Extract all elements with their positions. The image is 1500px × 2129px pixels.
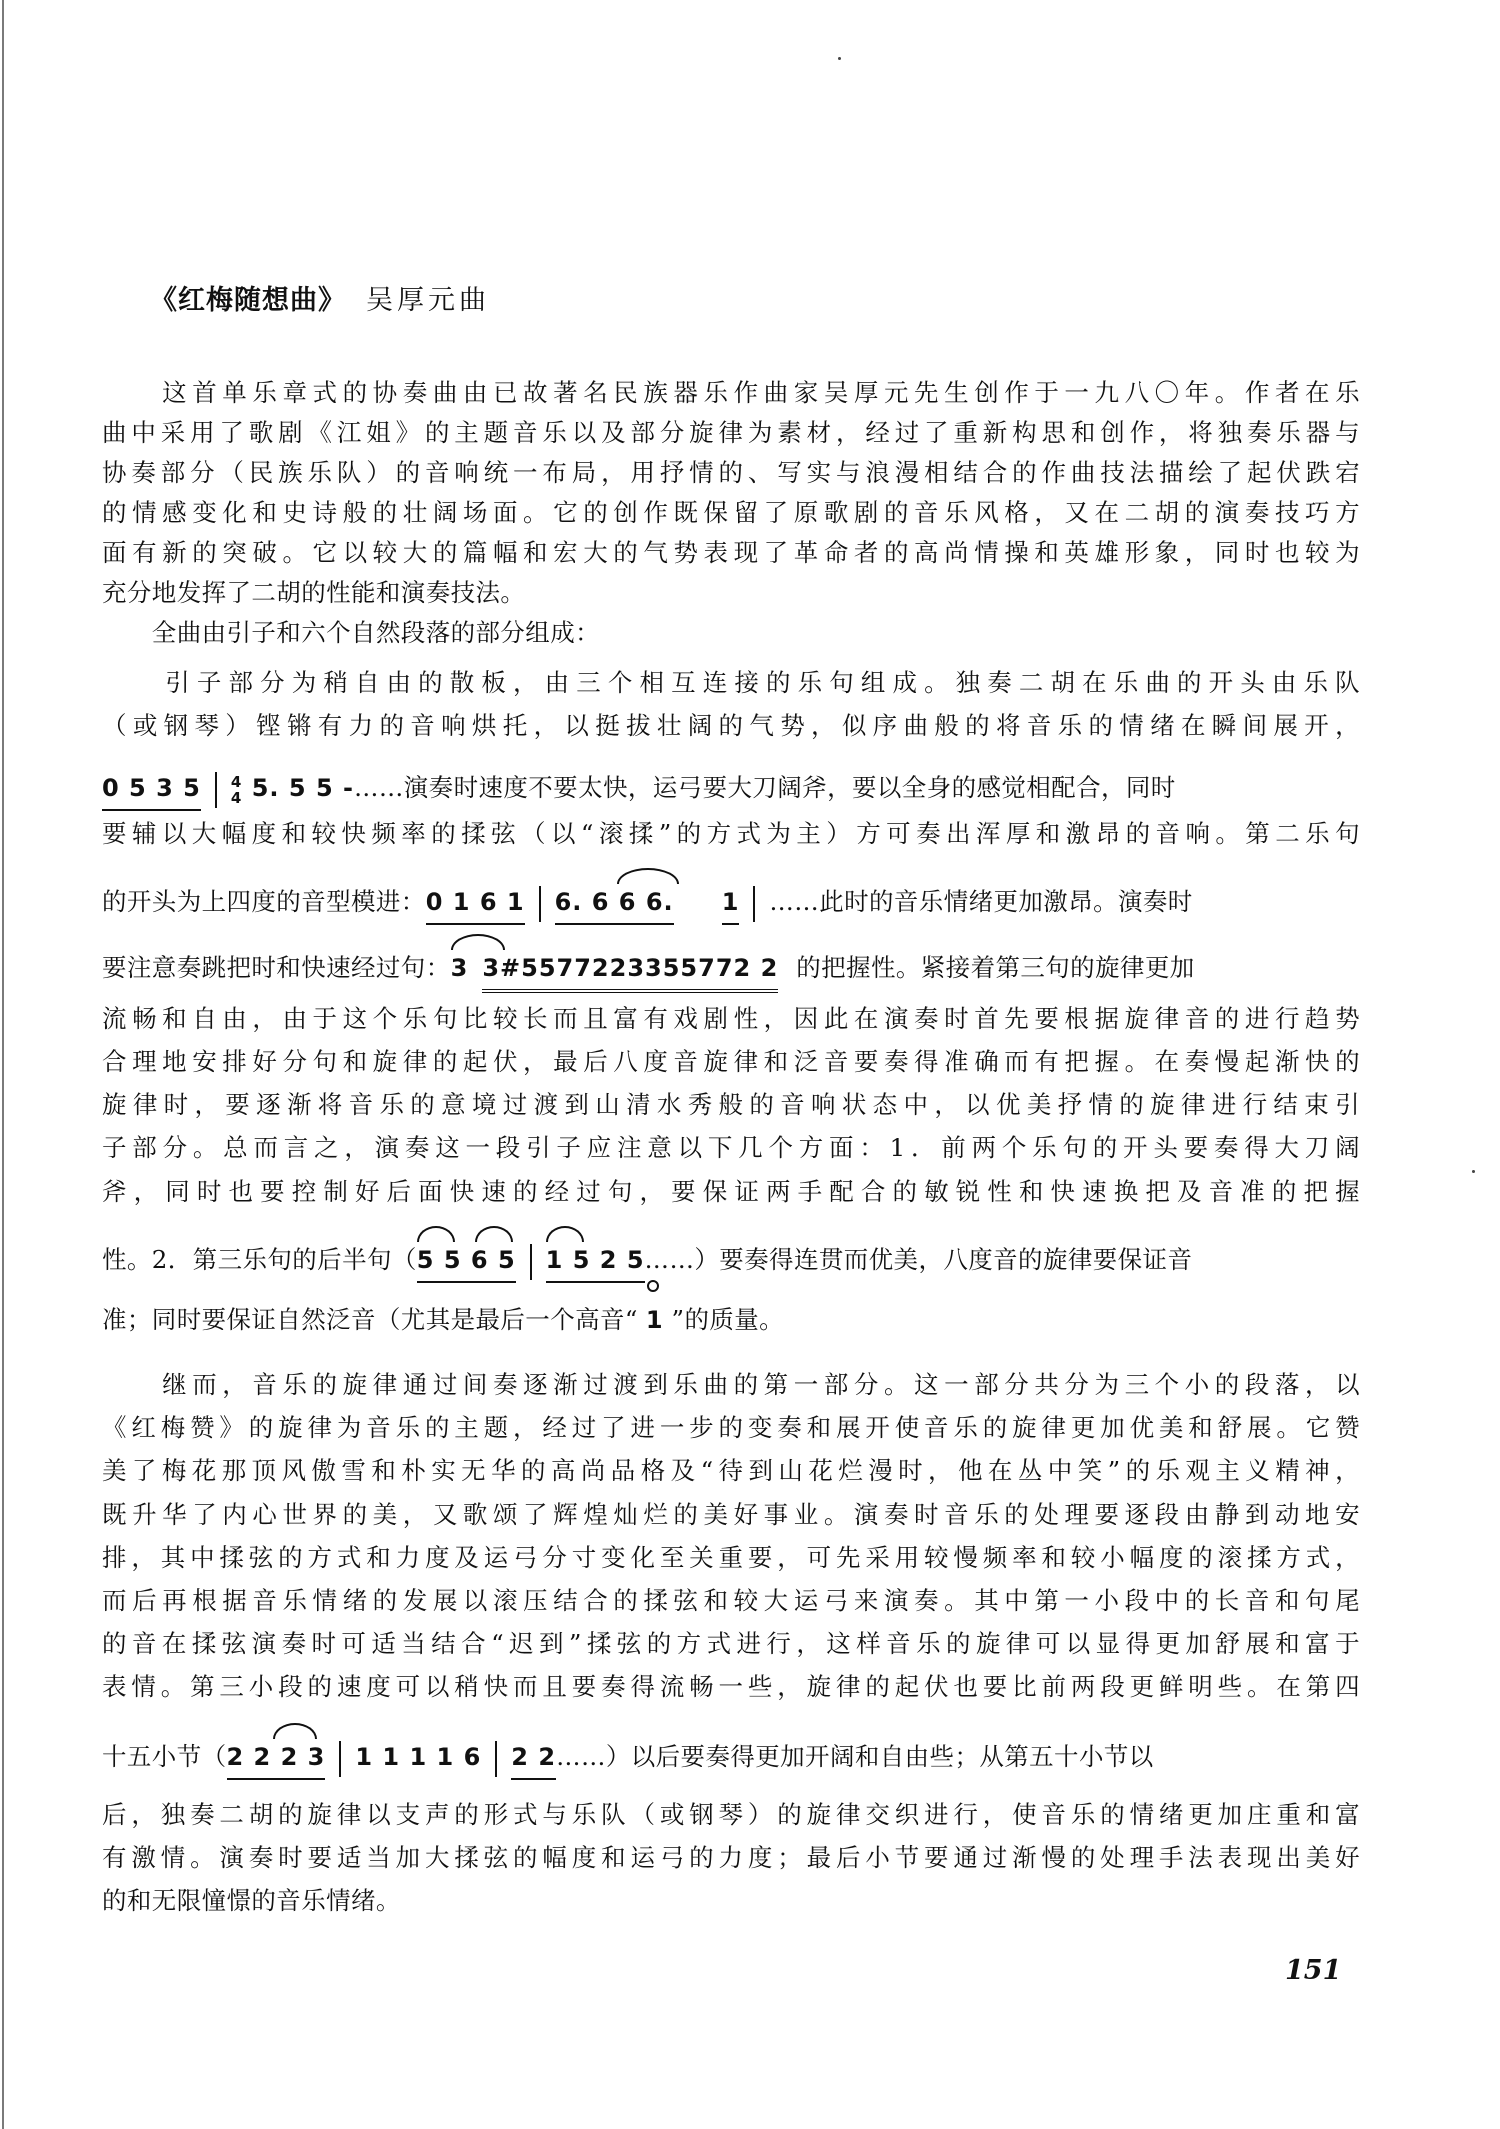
text-line: 继而，音乐的旋律通过间奏逐渐过渡到乐曲的第一部分。这一部分共分为三个小的段落，以 bbox=[102, 1370, 1360, 1399]
text-line: 的情感变化和史诗般的壮阔场面。它的创作既保留了原歌剧的音乐风格，又在二胡的演奏技巧方 bbox=[102, 498, 1360, 527]
text-run: 的开头为上四度的音型模进： bbox=[102, 887, 426, 916]
jianpu-notation: 1 5 2 5 bbox=[546, 1240, 645, 1283]
scan-edge-line bbox=[2, 0, 4, 2129]
text-line: （或钢琴）铿锵有力的音响烘托，以挺拔壮阔的气势，似序曲般的将音乐的情绪在瞬间展开， bbox=[102, 711, 1360, 740]
time-signature bbox=[231, 774, 242, 806]
text-line: 斧，同时也要控制好后面快速的经过句，要保证两手配合的敏锐性和快速换把及音准的把握 bbox=[102, 1177, 1360, 1206]
work-title: 《红梅随想曲》 bbox=[150, 285, 346, 316]
text-line-with-notation bbox=[102, 768, 1360, 811]
text-line-with-notation bbox=[102, 882, 1360, 925]
scan-speck bbox=[838, 57, 841, 60]
text-line: 引子部分为稍自由的散板，由三个相互连接的乐句组成。独奏二胡在乐曲的开头由乐队 bbox=[102, 668, 1360, 697]
composer-credit: 吴厚元曲 bbox=[366, 285, 490, 316]
page-title bbox=[150, 278, 490, 317]
slur-mark bbox=[475, 1226, 513, 1242]
text-line: 的和无限憧憬的音乐情绪。 bbox=[102, 1886, 401, 1915]
text-line: 《红梅赞》的旋律为音乐的主题，经过了进一步的变奏和展开使音乐的旋律更加优美和舒展。它赞 bbox=[102, 1413, 1360, 1442]
jianpu-notation: 1 1 1 1 6 bbox=[355, 1743, 482, 1771]
text-line: 全曲由引子和六个自然段落的部分组成： bbox=[102, 618, 600, 647]
barline bbox=[339, 1741, 341, 1777]
text-line: 有激情。演奏时要适当加大揉弦的幅度和运弓的力度；最后小节要通过渐慢的处理手法表现出美好 bbox=[102, 1843, 1360, 1872]
jianpu-notation: 3 bbox=[451, 948, 469, 988]
jianpu-notation: 3#5577223355772 2 bbox=[482, 948, 778, 993]
text-line: 排，其中揉弦的方式和力度及运弓分寸变化至关重要，可先采用较慢频率和较小幅度的滚揉方式， bbox=[102, 1543, 1360, 1572]
text-line: 要辅以大幅度和较快频率的揉弦（以“滚揉”的方式为主）方可奏出浑厚和激昂的音响。第二乐句 bbox=[102, 819, 1360, 848]
text-line: 而后再根据音乐情绪的发展以滚压结合的揉弦和较大运弓来演奏。其中第一小段中的长音和句尾 bbox=[102, 1586, 1360, 1615]
text-line: 曲中采用了歌剧《江姐》的主题音乐以及部分旋律为素材，经过了重新构思和创作，将独奏乐器与 bbox=[102, 418, 1360, 447]
jianpu-notation: 1 bbox=[722, 882, 740, 925]
slur-mark bbox=[546, 1226, 584, 1242]
time-signature-bottom: 4 bbox=[230, 788, 242, 807]
text-line: 的音在揉弦演奏时可适当结合“迟到”揉弦的方式进行，这样音乐的旋律可以显得更加舒展和富于 bbox=[102, 1629, 1360, 1658]
time-signature-top: 4 bbox=[230, 772, 242, 791]
text-run: ”的质量。 bbox=[671, 1305, 785, 1334]
text-line-with-notation bbox=[102, 1737, 1360, 1780]
slur-mark bbox=[273, 1723, 317, 1739]
jianpu-notation: 1 bbox=[638, 1300, 672, 1340]
slur-mark bbox=[617, 868, 679, 884]
text-run: ……演奏时速度不要太快，运弓要大刀阔斧，要以全身的感觉相配合，同时 bbox=[353, 773, 1176, 802]
barline bbox=[215, 772, 217, 808]
scan-speck bbox=[1472, 1170, 1475, 1173]
jianpu-notation: 6. 6 6 6. bbox=[555, 882, 674, 925]
text-line: 面有新的突破。它以较大的篇幅和宏大的气势表现了革命者的高尚情操和英雄形象，同时也较为 bbox=[102, 538, 1360, 567]
harmonic-mark bbox=[647, 1280, 659, 1292]
text-line-with-notation bbox=[102, 1300, 1360, 1340]
barline bbox=[753, 886, 755, 922]
text-line: 合理地安排好分句和旋律的起伏，最后八度音旋律和泛音要奏得准确而有把握。在奏慢起渐快的 bbox=[102, 1047, 1360, 1076]
text-line: 既升华了内心世界的美，又歌颂了辉煌灿烂的美好事业。演奏时音乐的处理要逐段由静到动地安 bbox=[102, 1500, 1360, 1529]
page-number: 151 bbox=[1285, 1955, 1342, 1986]
text-line: 充分地发挥了二胡的性能和演奏技法。 bbox=[102, 578, 526, 607]
text-run: ……此时的音乐情绪更加激昂。演奏时 bbox=[769, 887, 1193, 916]
text-line: 旋律时，要逐渐将音乐的意境过渡到山清水秀般的音响状态中，以优美抒情的旋律进行结束引 bbox=[102, 1090, 1360, 1119]
text-line: 流畅和自由，由于这个乐句比较长而且富有戏剧性，因此在演奏时首先要根据旋律音的进行趋势 bbox=[102, 1004, 1360, 1033]
text-run: 的把握性。紧接着第三句的旋律更加 bbox=[796, 953, 1195, 982]
jianpu-notation: 2 2 2 3 bbox=[227, 1737, 326, 1780]
text-run: ……）以后要奏得更加开阔和自由些；从第五十小节以 bbox=[556, 1742, 1154, 1771]
jianpu-notation: 2 2 bbox=[511, 1737, 556, 1780]
jianpu-notation: 0 5 3 5 bbox=[102, 768, 201, 811]
text-line-with-notation bbox=[102, 948, 1360, 993]
barline bbox=[539, 886, 541, 922]
text-run: ……）要奏得连贯而优美，八度音的旋律要保证音 bbox=[644, 1245, 1193, 1274]
jianpu-notation: 5. 5 5 - bbox=[251, 774, 354, 802]
text-line: 表情。第三小段的速度可以稍快而且要奏得流畅一些，旋律的起伏也要比前两段更鲜明些。在第四 bbox=[102, 1672, 1360, 1701]
jianpu-notation: 0 1 6 1 bbox=[426, 882, 525, 925]
text-run: 性。2．第三乐句的后半句（ bbox=[102, 1245, 417, 1274]
text-run: 要注意奏跳把时和快速经过句： bbox=[102, 953, 451, 982]
text-run: 准；同时要保证自然泛音（尤其是最后一个高音“ bbox=[102, 1305, 638, 1334]
text-run: 十五小节（ bbox=[102, 1742, 227, 1771]
jianpu-notation: 5 5 6 5 bbox=[417, 1240, 516, 1283]
text-line-with-notation bbox=[102, 1240, 1360, 1283]
text-line: 协奏部分（民族乐队）的音响统一布局，用抒情的、写实与浪漫相结合的作曲技法描绘了起伏跌宕 bbox=[102, 458, 1360, 487]
text-line: 后，独奏二胡的旋律以支声的形式与乐队（或钢琴）的旋律交织进行，使音乐的情绪更加庄重和富 bbox=[102, 1800, 1360, 1829]
barline bbox=[530, 1244, 532, 1280]
barline bbox=[495, 1741, 497, 1777]
text-line: 子部分。总而言之，演奏这一段引子应注意以下几个方面：1．前两个乐句的开头要奏得大刀阔 bbox=[102, 1133, 1360, 1162]
text-line: 这首单乐章式的协奏曲由已故著名民族器乐作曲家吴厚元先生创作于一九八〇年。作者在乐 bbox=[102, 378, 1360, 407]
slur-mark bbox=[417, 1226, 455, 1242]
text-line: 美了梅花那顶风傲雪和朴实无华的高尚品格及“待到山花烂漫时，他在丛中笑”的乐观主义精神， bbox=[102, 1456, 1360, 1485]
